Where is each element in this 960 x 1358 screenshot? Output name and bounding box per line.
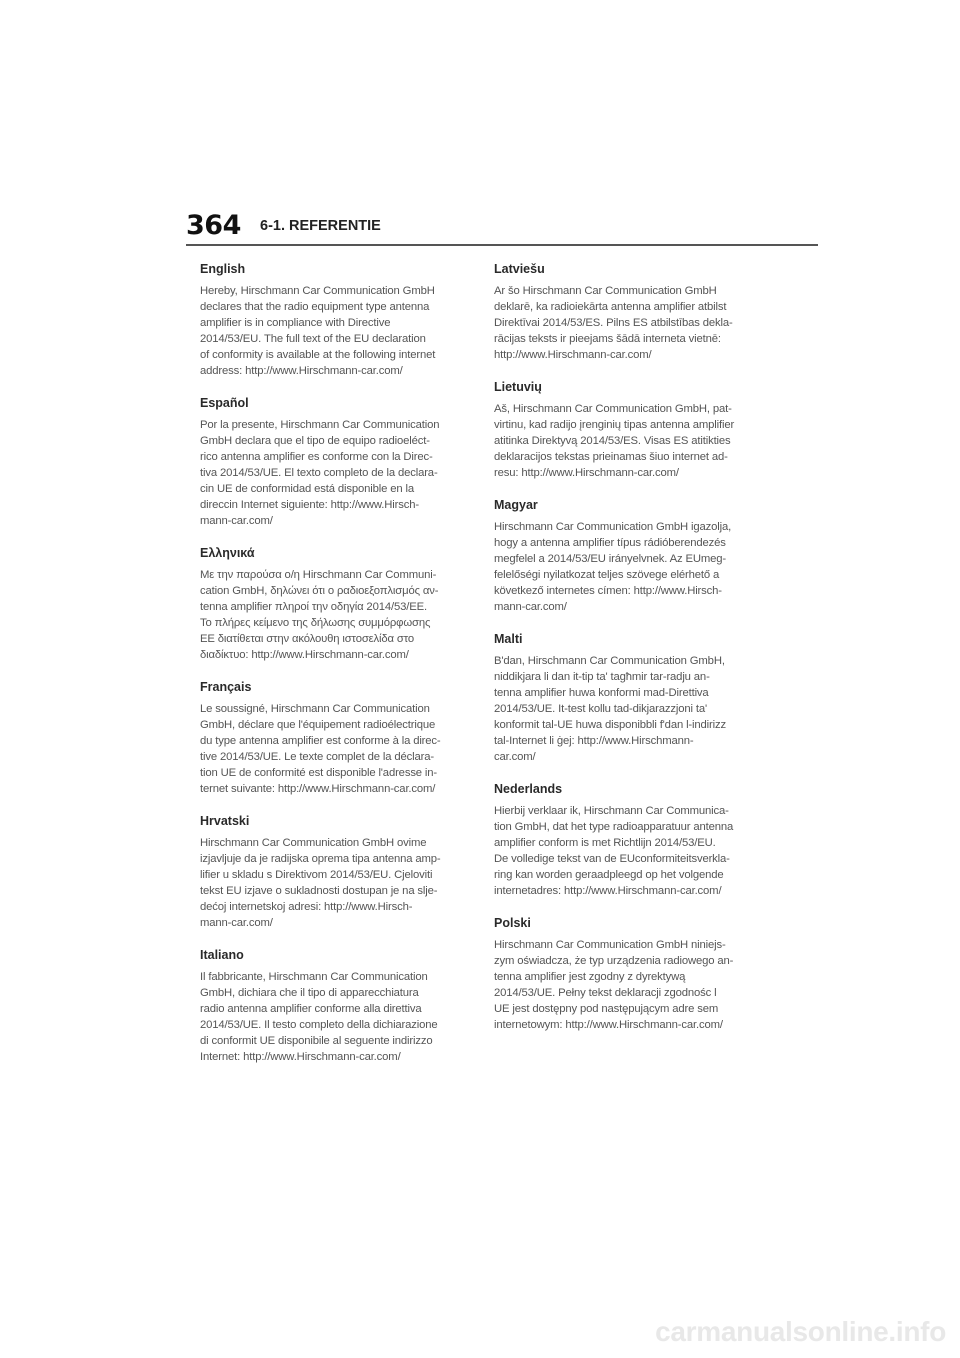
lang-title: Malti: [494, 632, 523, 646]
watermark: carmanualsonline.info: [655, 1316, 946, 1347]
lang-title: Latviešu: [494, 262, 545, 276]
lang-title: Lietuvių: [494, 380, 542, 394]
lang-block-magyar: [494, 498, 756, 615]
lang-text: Hirschmann Car Communication GmbH igazolja, hogy a antenna amplifier típus rádióberendezés megfelel a 2014/53/EU irányelvnek. Az EUmeg- felelőségi nyilatkozat teljes szövege elérhető a következő internetes címen: http://www.Hirsch- mann-car.com/: [494, 521, 732, 613]
right-column: [494, 262, 756, 1050]
lang-text: Por la presente, Hirschmann Car Communication GmbH declara que el tipo de equipo radioeléct- rico antenna amplifier es conforme con la Direc- tiva 2014/53/UE. El texto completo de la declara- cin UE de conformidad está disponible en la direccin Internet siguiente: http://www.Hirsch- mann-car.com/: [200, 419, 440, 527]
lang-text: Hirschmann Car Communication GmbH ovime izjavljuje da je radijska oprema tipa antenna amp- lifier u skladu s Direktivom 2014/53/EU. Cjeloviti tekst EU izjave o sukladnosti dostupan je na slje- dećoj internetskoj adresi: http://www.Hirsch- mann-car.com/: [200, 837, 441, 929]
lang-block-malti: [494, 632, 756, 765]
lang-block-nederlands: [494, 782, 756, 899]
lang-block-english: [200, 262, 462, 379]
lang-title: Español: [200, 396, 249, 410]
lang-block-espanol: [200, 396, 462, 529]
lang-block-polski: [494, 916, 756, 1033]
lang-text: Le soussigné, Hirschmann Car Communication GmbH, déclare que l'équipement radioélectrique du type antenna amplifier est conforme à la direc- tive 2014/53/UE. Le texte complet de la déclara- tion UE de conformité est disponible l'adresse in- ternet suivante: http://www.Hirschmann-car.com/: [200, 703, 441, 795]
lang-text: Il fabbricante, Hirschmann Car Communication GmbH, dichiara che il tipo di apparecchiatura radio antenna amplifier conforme alla direttiva 2014/53/UE. Il testo completo della dichiarazione di conformit UE disponibile al seguente indirizzo Internet: http://www.Hirschmann-car.com/: [200, 971, 438, 1063]
lang-block-lietuviu: [494, 380, 756, 481]
lang-title: English: [200, 262, 246, 276]
lang-title: Ελληνικά: [200, 546, 255, 560]
lang-block-francais: [200, 680, 462, 797]
lang-title: Nederlands: [494, 782, 563, 796]
left-column: [200, 262, 462, 1082]
lang-block-hrvatski: [200, 814, 462, 931]
lang-text: Με την παρούσα ο/η Hirschmann Car Communi- cation GmbH, δηλώνει ότι ο ραδιοεξοπλισμός αν- tenna amplifier πληροί την οδηγία 2014/53/ΕΕ. Το πλήρες κείμενο της δήλωσης συμμόρφωσης ΕΕ διατίθεται στην ακόλουθη ιστοσελίδα στο διαδίκτυο: http://www.Hirschmann-car.com/: [200, 569, 439, 661]
lang-block-italiano: [200, 948, 462, 1065]
lang-title: Français: [200, 680, 252, 694]
header-divider: [186, 244, 818, 246]
lang-text: B'dan, Hirschmann Car Communication GmbH, niddikjara li dan it-tip ta' tagħmir tar-radju an- tenna amplifier huwa konformi mad-Direttiva 2014/53/UE. It-test kollu tad-dikjarazzjoni ta' konformit tal-UE huwa disponibbli f'dan l-indirizz tal-Internet li ġej: http://www.Hirschmann- car.com/: [494, 655, 726, 763]
lang-text: Hierbij verklaar ik, Hirschmann Car Communica- tion GmbH, dat het type radioapparatuur antenna amplifier conform is met Richtlijn 2014/53/EU. De volledige tekst van de EUconformiteitsverkla- ring kan worden geraadpleegd op het volgende internetadres: http://www.Hirschmann-car.com/: [494, 805, 734, 897]
lang-block-greek: [200, 546, 462, 663]
lang-title: Italiano: [200, 948, 244, 962]
lang-block-latviesu: [494, 262, 756, 363]
lang-text: Aš, Hirschmann Car Communication GmbH, pat- virtinu, kad radijo įrenginių tipas antenna amplifier atitinka Direktyvą 2014/53/ES. Visas ES atitikties deklaracijos tekstas prieinamas šiuo internet ad- resu: http://www.Hirschmann-car.com/: [494, 403, 735, 479]
page-number: 364: [186, 210, 241, 241]
lang-title: Magyar: [494, 498, 538, 512]
lang-title: Polski: [494, 916, 531, 930]
lang-text: Hereby, Hirschmann Car Communication GmbH declares that the radio equipment type antenna amplifier is in compliance with Directive 2014/53/EU. The full text of the EU declaration of conformity is available at the following internet address: http://www.Hirschmann-car.com/: [200, 285, 436, 377]
lang-title: Hrvatski: [200, 814, 250, 828]
lang-text: Ar šo Hirschmann Car Communication GmbH deklarē, ka radioiekārta antenna amplifier atbilst Direktīvai 2014/53/ES. Pilns ES atbilstības dekla- rācijas teksts ir pieejams šādā interneta vietnē: http://www.Hirschmann-car.com/: [494, 285, 733, 361]
lang-text: Hirschmann Car Communication GmbH niniejs- zym oświadcza, że typ urządzenia radiowego an- tenna amplifier jest zgodny z dyrektywą 2014/53/UE. Pełny tekst deklaracji zgodnośc l UE jest dostępny pod następującym adre sem internetowym: http://www.Hirschmann-car.com/: [494, 939, 734, 1031]
section-title: 6-1. REFERENTIE: [260, 218, 381, 234]
